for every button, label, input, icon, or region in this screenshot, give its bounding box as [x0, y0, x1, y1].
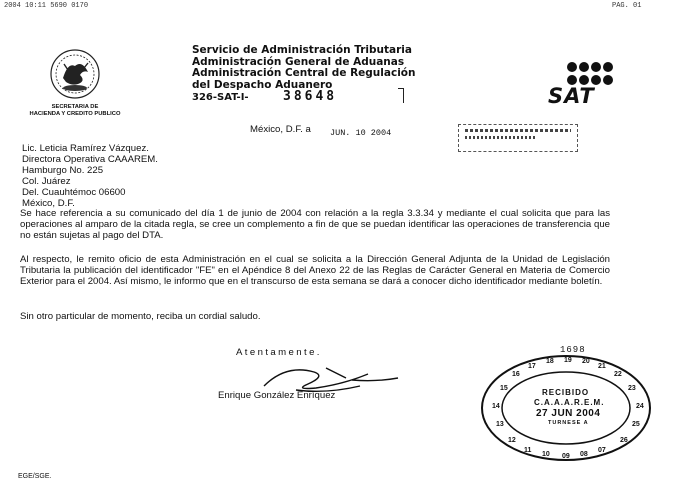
paragraph-3: [20, 311, 610, 322]
reference-bracket: [398, 88, 404, 103]
seal-caption-line2: HACIENDA Y CREDITO PUBLICO: [29, 111, 121, 117]
svg-text:23: 23: [628, 385, 636, 392]
shcp-seal: [28, 48, 122, 108]
svg-text:16: 16: [512, 371, 520, 378]
letterhead: [192, 45, 415, 91]
paragraph-2: [20, 254, 610, 288]
stamp-number: 1698: [560, 345, 586, 355]
stamp-org: C.A.A.A.R.E.M.: [534, 398, 605, 407]
svg-text:17: 17: [528, 363, 536, 370]
svg-text:11: 11: [524, 447, 532, 454]
stamp-note: TURNESE A: [548, 420, 589, 426]
sat-logo-text: SAT: [548, 84, 595, 108]
svg-text:09: 09: [562, 453, 570, 460]
recipient-line-2: Directora Operativa CAAAREM.: [22, 154, 158, 165]
svg-text:12: 12: [508, 437, 516, 444]
reference-number: 38648: [283, 89, 338, 104]
reference-prefix: 326-SAT-I-: [192, 92, 249, 103]
svg-text:24: 24: [636, 403, 644, 410]
svg-text:18: 18: [546, 358, 554, 365]
paragraph-1: [20, 208, 610, 242]
svg-text:20: 20: [582, 358, 590, 365]
svg-text:10: 10: [542, 451, 550, 458]
signer-name: Enrique González Enríquez: [218, 390, 336, 401]
svg-text:14: 14: [492, 403, 500, 410]
date-value: JUN. 10 2004: [330, 128, 392, 138]
svg-text:25: 25: [632, 421, 640, 428]
date-place: México, D.F. a: [250, 124, 311, 135]
svg-text:08: 08: [580, 451, 588, 458]
svg-text:19: 19: [564, 357, 572, 364]
svg-text:13: 13: [496, 421, 504, 428]
recipient-line-3: Hamburgo No. 225: [22, 165, 104, 176]
recipient-line-4: Col. Juárez: [22, 176, 71, 187]
svg-text:26: 26: [620, 437, 628, 444]
recipient-line-6: México, D.F.: [22, 198, 75, 209]
paragraph-1-text: Se hace referencia a su comunicado del día 1 de junio de 2004 con relación a la regla 3.3.34 y mediante el cual solicita que para las operaciones al amparo de la citada regla, se cree un complemento a fin de que se puedan identificar las operaciones de transferencia que no están sujetas al pago del DTA.: [20, 208, 610, 242]
seal-caption-line1: SECRETARIA DE: [51, 104, 99, 110]
recipient-address: [22, 143, 158, 209]
svg-text:22: 22: [614, 371, 622, 378]
paragraph-2-text: Al respecto, le remito oficio de esta Administración en el cual se solicita a la Dirección General Adjunta de la Unidad de Legislación Tributaria la publicación del identificador "FE" en el Apéndice 8 del Anexo 22 de las Reglas de Carácter General en Materia de Comercio Exterior para el 2004. Así mismo, le informo que en el transcurso de esta semana se dará a conocer dicho identificador mediante boletín.: [20, 254, 610, 288]
svg-text:21: 21: [598, 363, 606, 370]
received-box: [458, 124, 578, 152]
letterhead-line-4: del Despacho Aduanero: [192, 78, 333, 91]
letterhead-line-2: Administración General de Aduanas: [192, 55, 405, 68]
letterhead-line-3: Administración Central de Regulación: [192, 67, 416, 79]
closing-salutation: Atentamente.: [236, 347, 322, 358]
recipient-line-5: Del. Cuauhtémoc 06600: [22, 187, 126, 198]
recipient-line-1: Lic. Leticia Ramírez Vázquez.: [22, 143, 149, 154]
initials: EGE/SGE.: [18, 473, 52, 480]
eagle-seal-icon: [28, 48, 122, 108]
fax-header-right: PAG. 01: [612, 2, 642, 10]
received-stamp: [478, 352, 654, 462]
svg-text:15: 15: [500, 385, 508, 392]
fax-header-left: 2004 10:11 5690 0170: [4, 2, 89, 10]
stamp-title: RECIBIDO: [542, 388, 590, 397]
seal-caption-2: [14, 111, 136, 117]
letterhead-line-1: Servicio de Administración Tributaria: [192, 44, 412, 56]
calendar-stamp-icon: [478, 352, 654, 462]
svg-text:07: 07: [598, 447, 606, 454]
stamp-date: 27 JUN 2004: [536, 408, 601, 419]
seal-caption: [40, 104, 110, 110]
paragraph-3-text: Sin otro particular de momento, reciba un cordial saludo.: [20, 311, 261, 322]
